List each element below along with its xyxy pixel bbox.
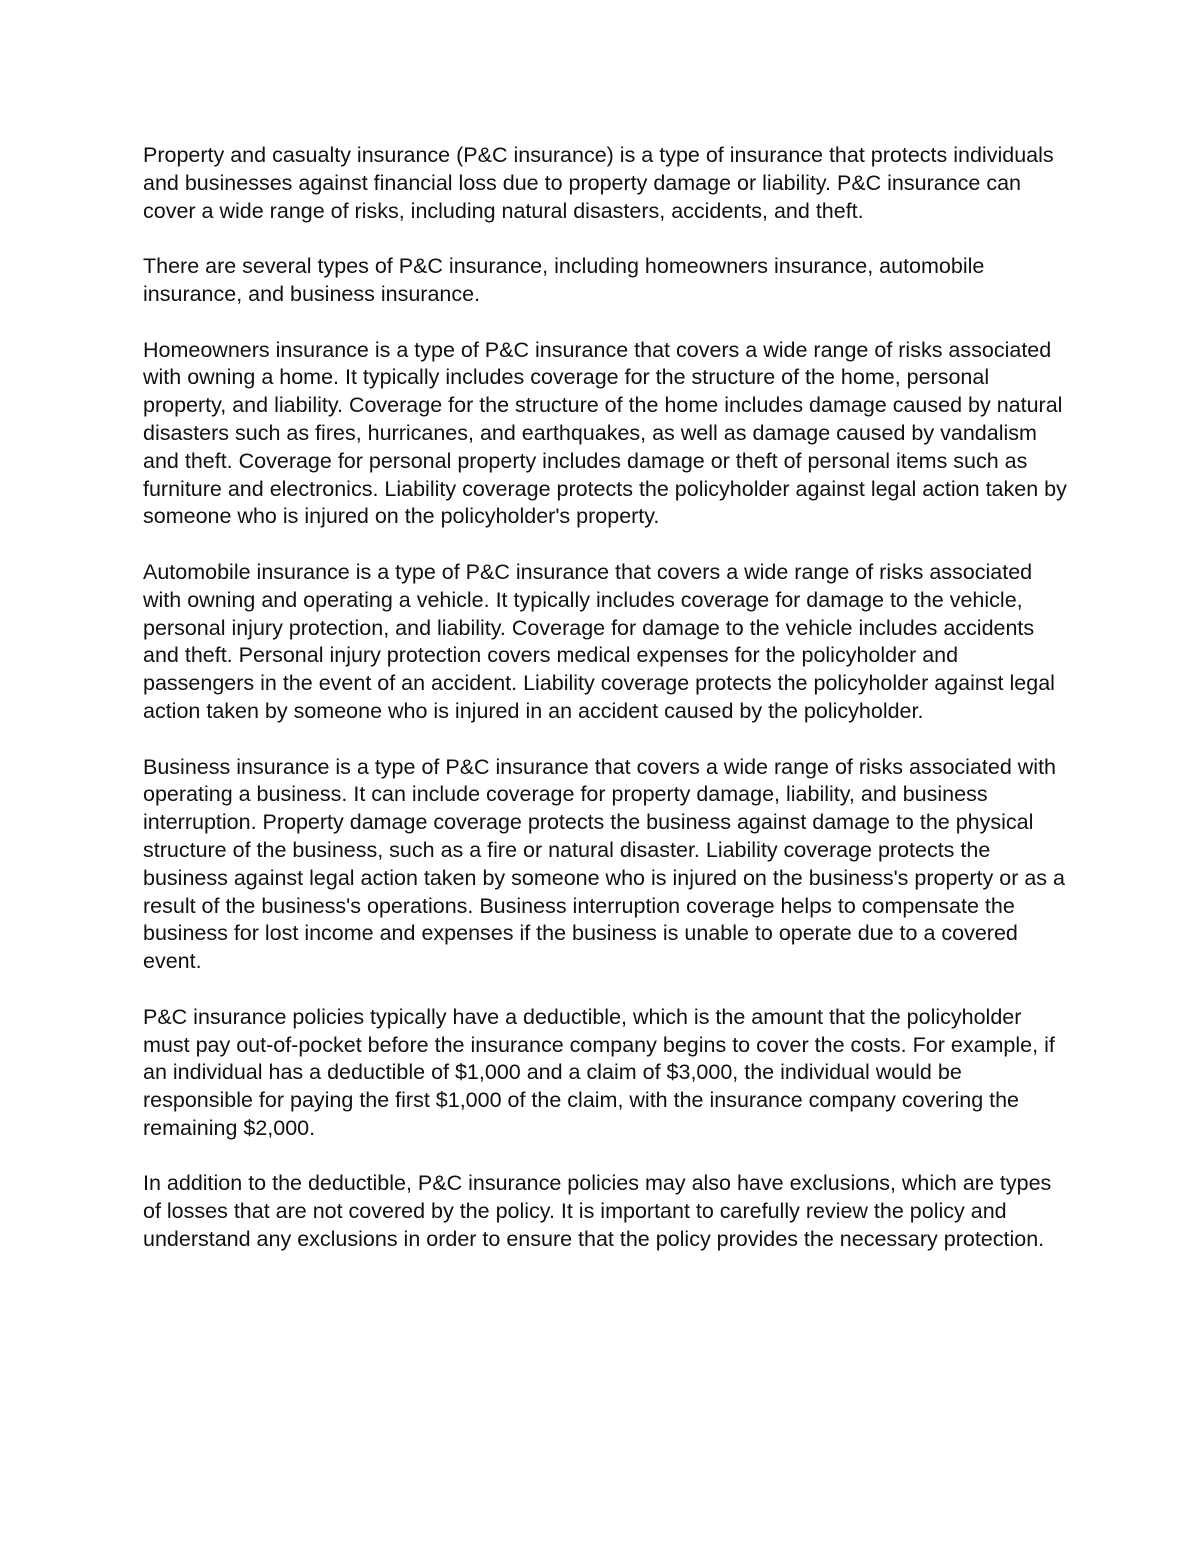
paragraph-homeowners: Homeowners insurance is a type of P&C insurance that covers a wide range of risks associated with owning a home. It typically includes coverage for the structure of the home, personal property, and liability. Coverage for the structure of the home includes damage caused by natural disasters such as fires, hurricanes, and earthquakes, as well as damage caused by vandalism and theft. Coverage for personal property includes damage or theft of personal items such as furniture and electronics. Liability coverage protects the policyholder against legal action taken by someone who is injured on the policyholder's property. <box>143 337 1067 529</box>
paragraph-deductible: P&C insurance policies typically have a deductible, which is the amount that the policyholder must pay out-of-pocket before the insurance company begins to cover the costs. For example, if an individual has a deductible of $1,000 and a claim of $3,000, the individual would be responsible for paying the first $1,000 of the claim, with the insurance company covering the remaining $2,000. <box>143 1004 1055 1140</box>
paragraph-automobile: Automobile insurance is a type of P&C insurance that covers a wide range of risks associated with owning and operating a vehicle. It typically includes coverage for damage to the vehicle, personal injury protection, and liability. Coverage for damage to the vehicle includes accidents and theft. Personal injury protection covers medical expenses for the policyholder and passengers in the event of an accident. Liability coverage protects the policyholder against legal action taken by someone who is injured in an accident caused by the policyholder. <box>143 559 1055 723</box>
document-body <box>143 142 1073 1282</box>
paragraph-exclusions: In addition to the deductible, P&C insurance policies may also have exclusions, which are types of losses that are not covered by the policy. It is important to carefully review the policy and understand any exclusions in order to ensure that the policy provides the necessary protection. <box>143 1171 1052 1252</box>
paragraph-types: There are several types of P&C insurance, including homeowners insurance, automobile insurance, and business insurance. <box>143 254 985 306</box>
paragraph-intro: Property and casualty insurance (P&C insurance) is a type of insurance that protects individuals and businesses against financial loss due to property damage or liability. P&C insurance can cover a wide range of risks, including natural disasters, accidents, and theft. <box>143 143 1054 223</box>
paragraph-business: Business insurance is a type of P&C insurance that covers a wide range of risks associated with operating a business. It can include coverage for property damage, liability, and business interruption. Property damage coverage protects the business against damage to the physical structure of the business, such as a fire or natural disaster. Liability coverage protects the business against legal action taken by someone who is injured on the business's property or as a result of the business's operations. Business interruption coverage helps to compensate the business for lost income and expenses if the business is unable to operate due to a covered event. <box>143 754 1065 974</box>
